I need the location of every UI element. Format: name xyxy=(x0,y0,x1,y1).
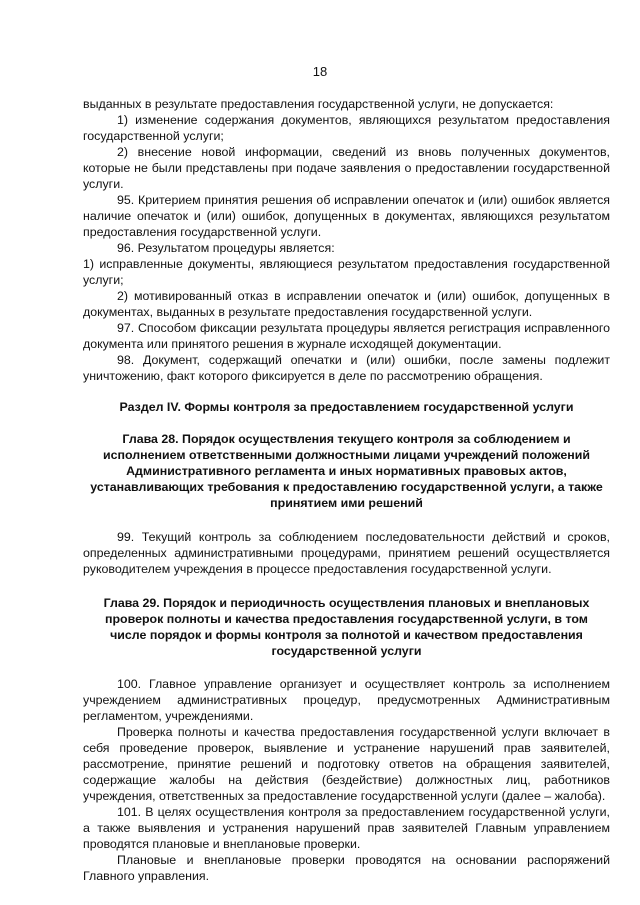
paragraph-97: 97. Способом фиксации результата процедуры является регистрация исправленного документа или принятого решения в журнале исходящей документации. xyxy=(83,321,610,351)
chapter-29-title: Глава 29. Порядок и периодичность осуществления плановых и внеплановых проверок полноты и качества предоставления государственной услуги, в том числе порядок и формы контроля за полнотой и качеством предоставления государственной услуги xyxy=(103,596,590,658)
paragraph-96-item-1: 1) исправленные документы, являющиеся результатом предоставления государственной услуги; xyxy=(83,257,610,287)
paragraph-96: 96. Результатом процедуры является: xyxy=(117,241,335,255)
paragraph-check-scope: Проверка полноты и качества предоставления государственной услуги включает в себя проведение проверок, выявление и устранение нарушений прав заявителей, рассмотрение, принятие решений и подготовку ответов на обращения заявителей, содержащие жалобы на действия (бездействие) должностных лиц, работников учреждения, ответственных за предоставление государственной услуги (далее – жалоба). xyxy=(83,725,610,803)
page-number: 18 xyxy=(312,64,328,79)
paragraph-101: 101. В целях осуществления контроля за предоставлением государственной услуги, а также выявления и устранения нарушений прав заявителей Главным управлением проводятся плановые и внеплановые проверки. xyxy=(83,805,610,851)
paragraph-item-2: 2) внесение новой информации, сведений из вновь полученных документов, которые не были представлены при подаче заявления о предоставлении государственной услуги. xyxy=(83,145,610,191)
paragraph-item-1: 1) изменение содержания документов, являющихся результатом предоставления государственной услуги; xyxy=(83,113,610,143)
section-title: Раздел IV. Формы контроля за предоставлением государственной услуги xyxy=(119,400,574,414)
paragraph-99: 99. Текущий контроль за соблюдением последовательности действий и сроков, определенных административными процедурами, принятием решений осуществляется руководителем учреждения в процессе предоставления государственной услуги. xyxy=(83,530,610,576)
paragraph-inspections-basis: Плановые и внеплановые проверки проводятся на основании распоряжений Главного управления. xyxy=(83,853,610,883)
paragraph-100: 100. Главное управление организует и осуществляет контроль за исполнением учреждением административных процедур, предусмотренных Административным регламентом, учреждениями. xyxy=(83,677,610,723)
chapter-28-title: Глава 28. Порядок осуществления текущего контроля за соблюдением и исполнением ответственными должностными лицами учреждений положений Административного регламента и иных нормативных правовых актов, устанавливающих требования к предоставлению государственной услуги, а также принятием ими решений xyxy=(90,432,603,510)
paragraph-continuation: выданных в результате предоставления государственной услуги, не допускается: xyxy=(83,97,554,111)
paragraph-98: 98. Документ, содержащий опечатки и (или) ошибки, после замены подлежит уничтожению, факт которого фиксируется в деле по рассмотрению обращения. xyxy=(83,353,610,383)
paragraph-95: 95. Критерием принятия решения об исправлении опечаток и (или) ошибок является наличие опечаток и (или) ошибок, допущенных в документах, являющихся результатом предоставления государственной услуги. xyxy=(83,193,610,239)
paragraph-96-item-2: 2) мотивированный отказ в исправлении опечаток и (или) ошибок, допущенных в документах, выданных в результате предоставления государственной услуги. xyxy=(83,289,610,319)
document-body xyxy=(83,96,610,884)
